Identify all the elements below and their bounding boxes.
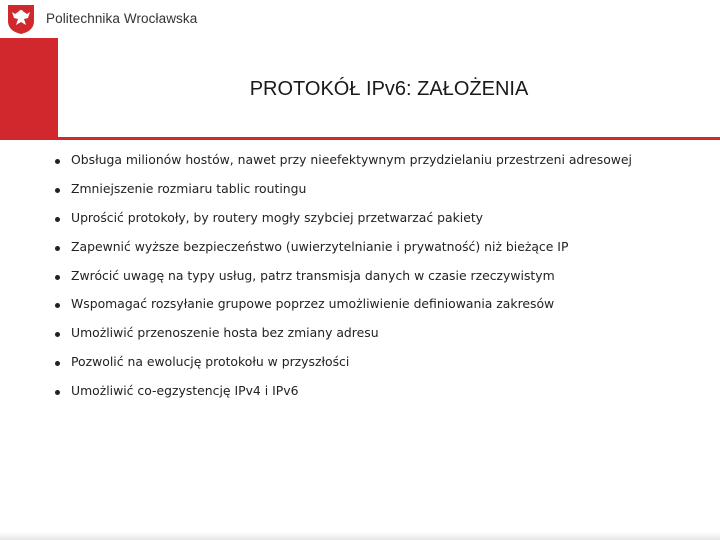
bottom-shadow	[0, 532, 720, 540]
bullet-dot	[55, 332, 60, 337]
bullet-dot	[55, 275, 60, 280]
bullet-text: Zwrócić uwagę na typy usług, patrz transmisja danych w czasie rzeczywistym	[71, 267, 555, 283]
bullet-dot	[55, 361, 60, 366]
bullet-dot	[55, 188, 60, 193]
bullet-item	[0, 150, 720, 179]
bullet-item	[0, 294, 720, 323]
bullet-text: Obsługa milionów hostów, nawet przy nieefektywnym przydzielaniu przestrzeni adresowej	[71, 152, 632, 167]
bullet-text: Umożliwić co-egzystencję IPv4 i IPv6	[71, 383, 299, 399]
bullet-item	[0, 352, 720, 381]
bullet-item	[0, 208, 720, 237]
slide-title: PROTOKÓŁ IPv6: ZAŁOŻENIA	[249, 78, 529, 100]
title-underline	[58, 137, 720, 140]
bullet-text: Uprościć protokoły, by routery mogły szybciej przetwarzać pakiety	[71, 209, 484, 225]
bullet-item	[0, 381, 720, 410]
brand-name: Politechnika Wrocławska	[46, 11, 198, 26]
bullet-dot	[55, 159, 60, 164]
bullet-item	[0, 179, 720, 208]
bullet-text: Wspomagać rozsyłanie grupowe poprzez umożliwienie definiowania zakresów	[71, 296, 555, 312]
bullet-item	[0, 323, 720, 352]
bullet-dot	[55, 390, 60, 395]
bullet-text: Zapewnić wyższe bezpieczeństwo (uwierzytelnianie i prywatność) niż bieżące IP	[71, 238, 569, 254]
bullet-item	[0, 237, 720, 266]
bullet-item	[0, 266, 720, 295]
bullet-dot	[55, 217, 60, 222]
bullet-list	[0, 150, 720, 410]
bullet-dot	[55, 303, 60, 308]
eagle-crest-icon	[6, 3, 36, 35]
header-bar	[0, 0, 720, 38]
bullet-text: Pozwolić na ewolucję protokołu w przyszłości	[71, 354, 350, 370]
bullet-text: Umożliwić przenoszenie hosta bez zmiany adresu	[71, 325, 379, 341]
title-banner	[0, 38, 720, 140]
bullet-dot	[55, 246, 60, 251]
bullet-text: Zmniejszenie rozmiaru tablic routingu	[71, 180, 307, 196]
title-box	[58, 38, 720, 140]
